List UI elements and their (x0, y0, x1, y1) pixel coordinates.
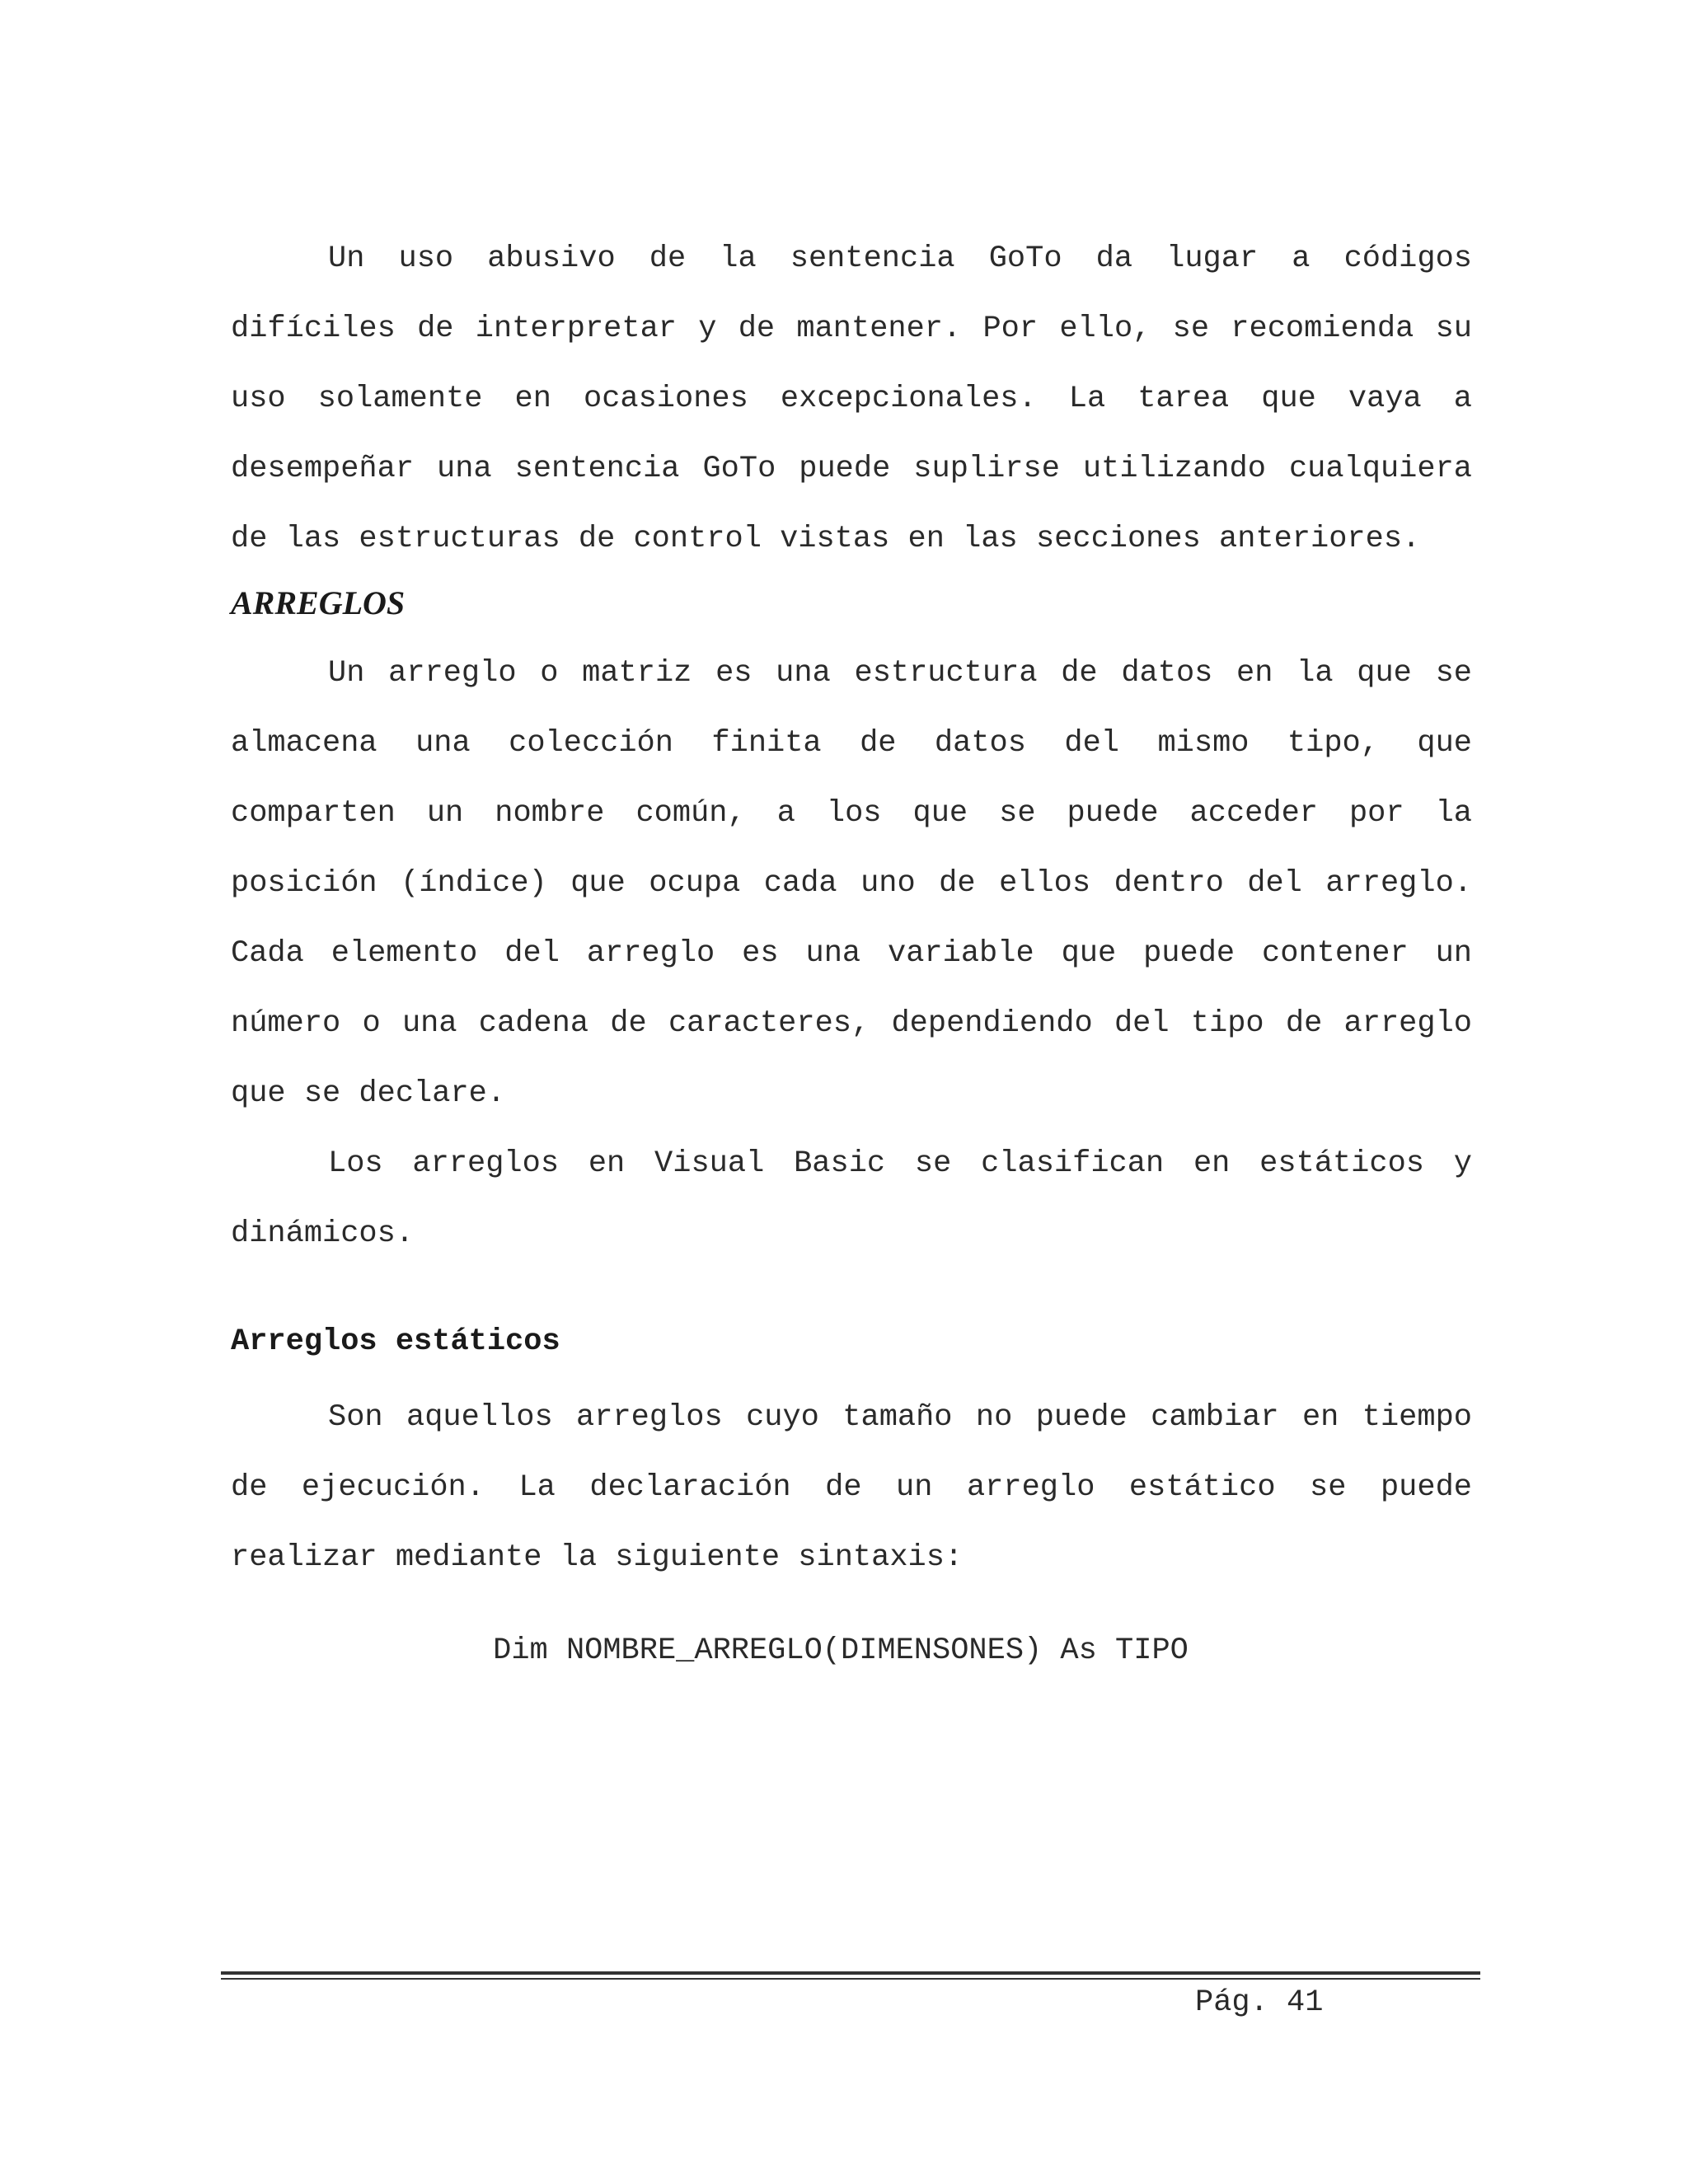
page-number: Pág. 41 (1195, 1985, 1324, 2020)
code-syntax-line: Dim NOMBRE_ARREGLO(DIMENSONES) As TIPO (493, 1633, 1189, 1668)
paragraph-arrays-intro: Un arreglo o matriz es una estructura de datos en la que se almacena una colección finita de datos del mismo tipo, que comparten un nombre común, a los que se puede acceder por la posición (índice) que ocupa cada uno de ellos dentro del arreglo. Cada elemento del arreglo es una variable que puede contener un número o una cadena de caracteres, dependiendo del tipo de arreglo que se declare. (231, 656, 1472, 1111)
paragraph-goto-usage: Un uso abusivo de la sentencia GoTo da lugar a códigos difíciles de interpretar y de mantener. Por ello, se recomienda su uso solamente en ocasiones excepcionales. La tarea que vaya a desempeñar una sentencia GoTo puede suplirse utilizando cualquiera de las estructuras de control vistas en las secciones anteriores. (231, 241, 1472, 556)
heading-arreglos: ARREGLOS (231, 584, 406, 621)
paragraph-arrays-classification: Los arreglos en Visual Basic se clasifican en estáticos y dinámicos. (231, 1146, 1472, 1251)
paragraph-static-arrays: Son aquellos arreglos cuyo tamaño no puede cambiar en tiempo de ejecución. La declaración de un arreglo estático se puede realizar mediante la siguiente sintaxis: (231, 1400, 1472, 1575)
heading-static-arrays: Arreglos estáticos (231, 1324, 560, 1359)
footer-rule-thick (221, 1971, 1480, 1975)
document-body (231, 224, 1472, 1675)
